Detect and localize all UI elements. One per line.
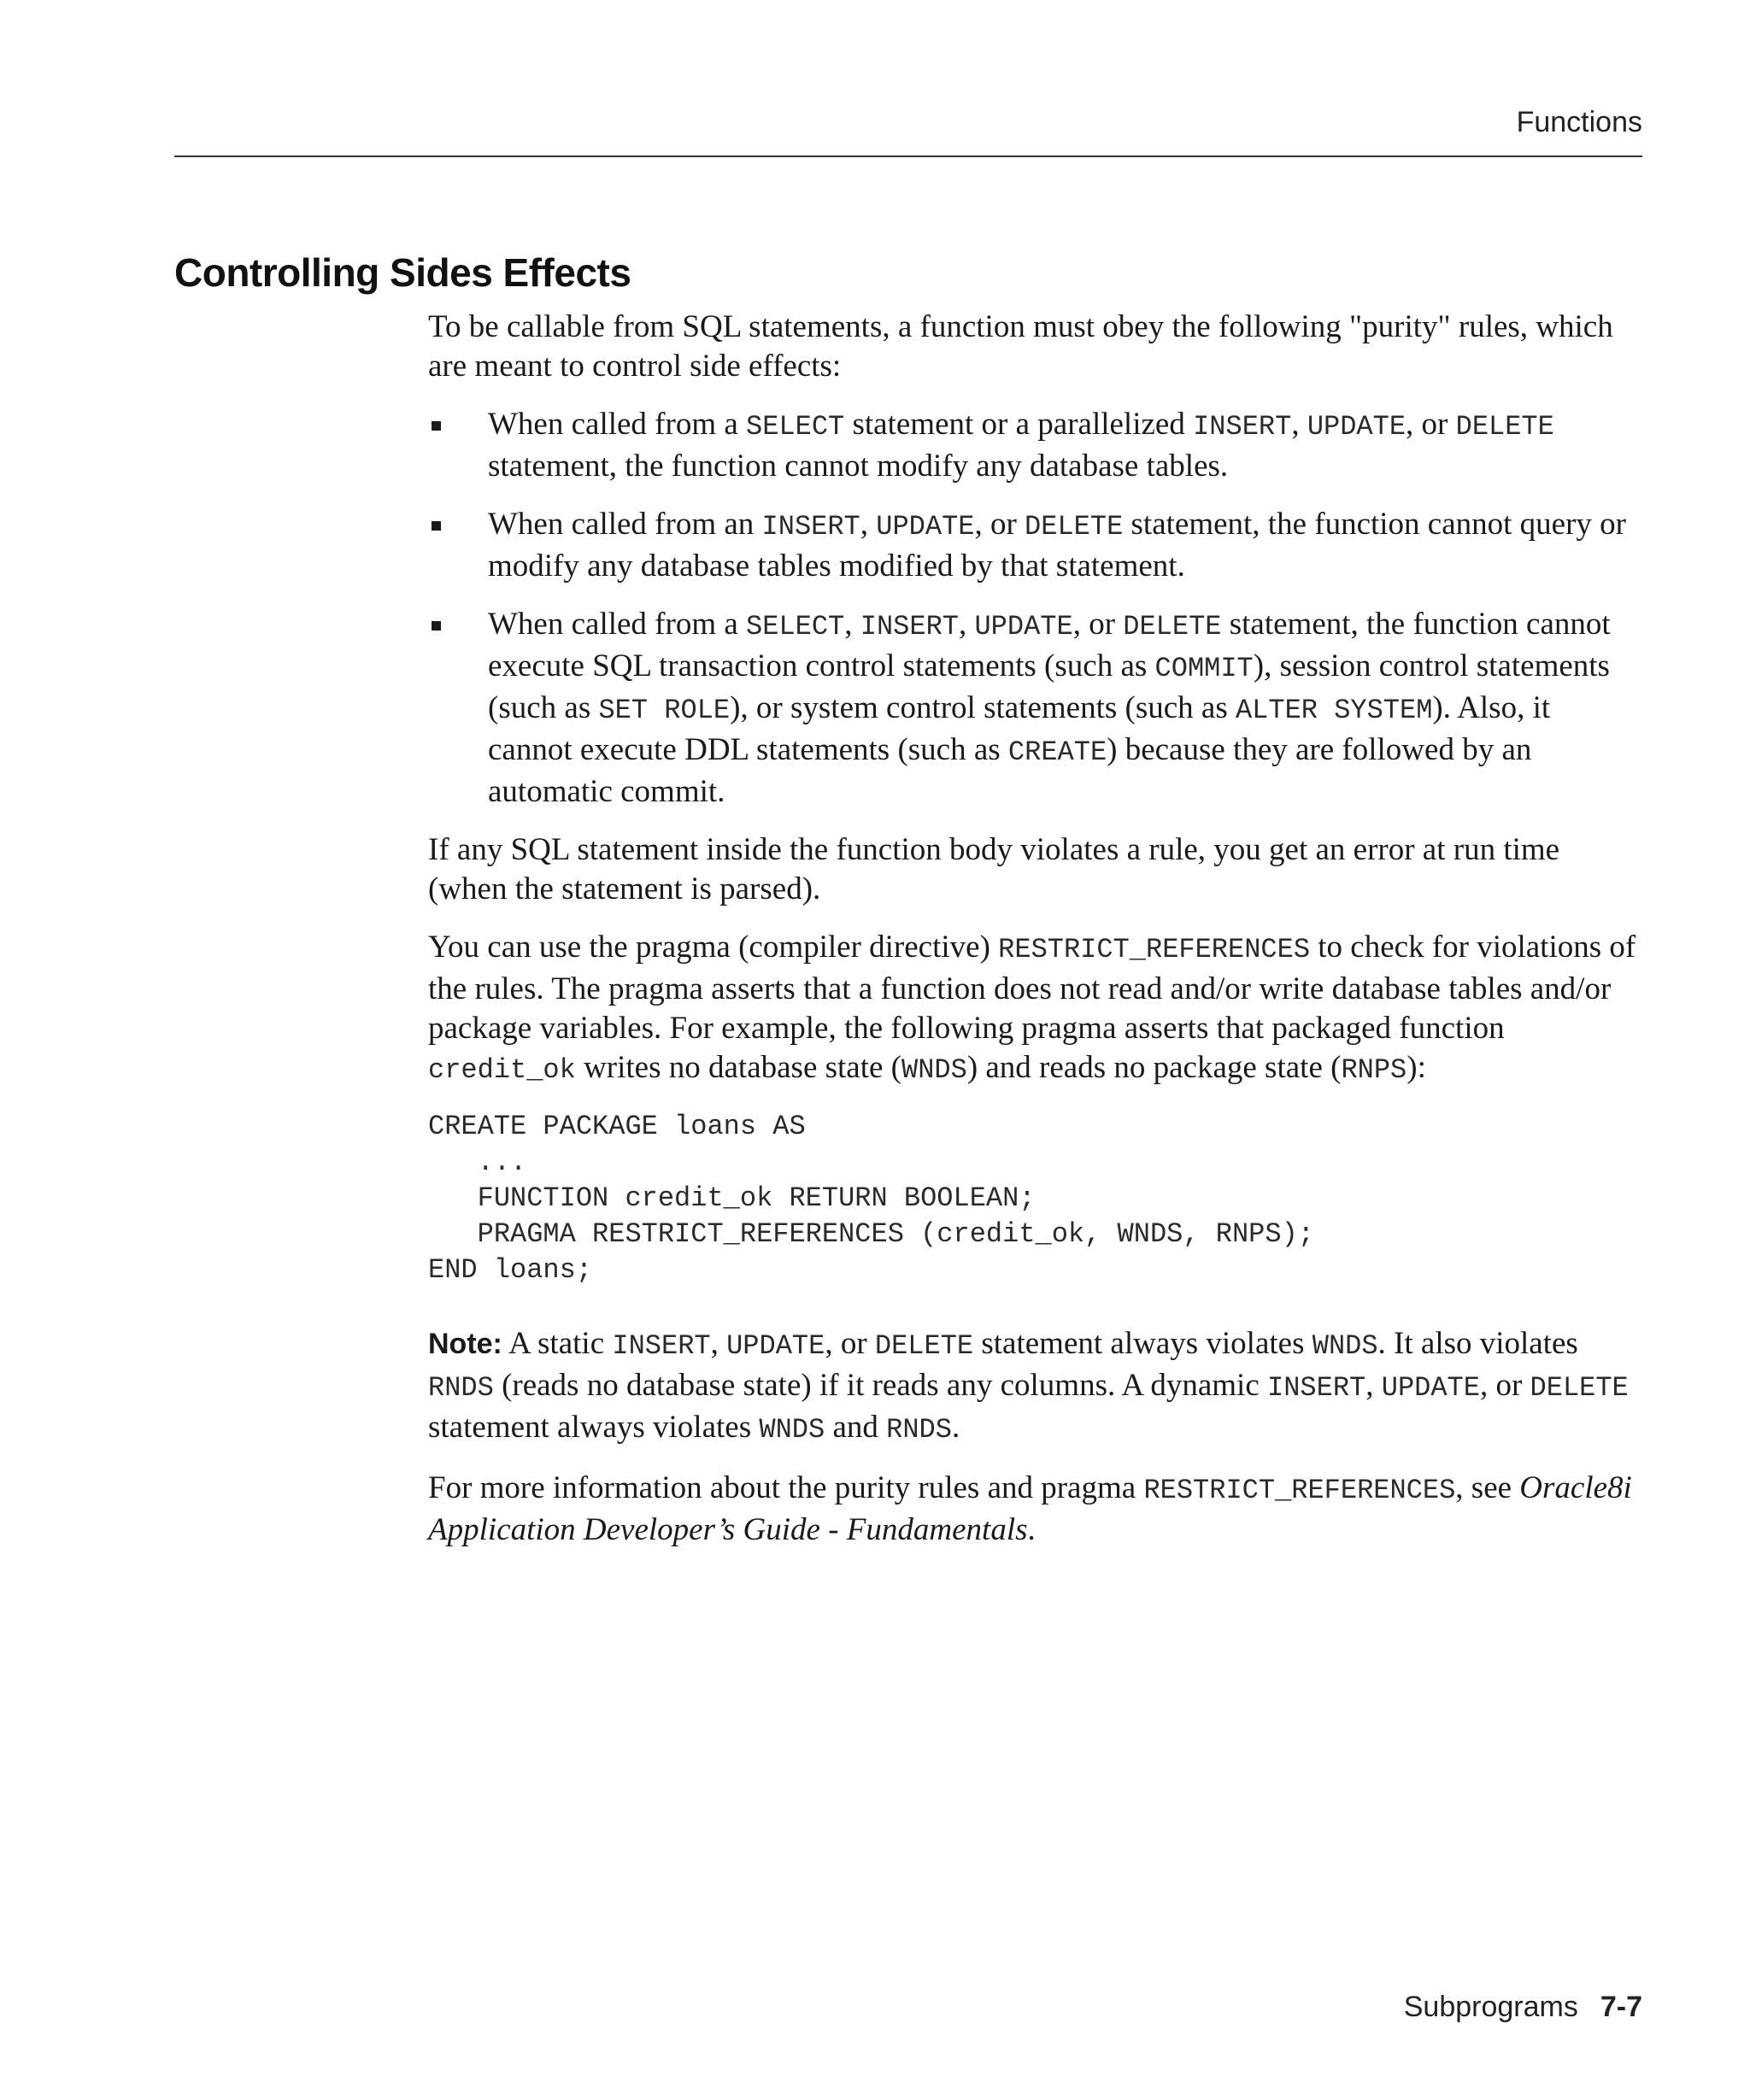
text-run: ,	[844, 607, 860, 642]
code-term: RNDS	[428, 1372, 494, 1404]
text-run: to check for violations of the rules. The pragma asserts that a function does not read and/or write database tables and/or package variables. For example, the following pragma asserts that packaged function	[428, 930, 1636, 1046]
text-run: statement, the function cannot execute SQL transaction control statements (such as	[488, 607, 1611, 683]
text-run: , or	[825, 1326, 875, 1361]
code-term: ALTER SYSTEM	[1235, 695, 1433, 726]
section-title: Controlling Sides Effects	[174, 250, 631, 295]
text-run: , or	[1479, 1368, 1530, 1403]
list-item	[428, 605, 1642, 812]
code-term: COMMIT	[1154, 653, 1254, 684]
list-item-text	[488, 507, 1626, 584]
header-title: Functions	[1516, 106, 1642, 138]
code-term: UPDATE	[726, 1330, 825, 1362]
code-term: CREATE	[1007, 736, 1107, 768]
text-run: .	[1027, 1512, 1036, 1547]
text-run: ,	[1365, 1368, 1382, 1403]
text-run: ) because they are followed by an automatic commit.	[488, 732, 1532, 809]
bullet-icon	[432, 621, 441, 631]
text-run: For more information about the purity rules and pragma	[428, 1470, 1144, 1505]
text-run: statement, the function cannot modify any database tables.	[488, 449, 1229, 484]
page-footer	[1404, 1991, 1642, 2024]
text-run: . It also violates	[1377, 1326, 1578, 1361]
code-term: credit_ok	[428, 1054, 576, 1086]
code-term: UPDATE	[876, 511, 975, 543]
text-run: and	[825, 1410, 887, 1445]
header-rule	[174, 155, 1642, 157]
code-example: CREATE PACKAGE loans AS ... FUNCTION credit_ok RETURN BOOLEAN; PRAGMA RESTRICT_REFERENCES (credit_ok, WNDS, RNPS); END loans;	[428, 1111, 1314, 1286]
book-title: Oracle8i Application Developer’s Guide - Fundamentals	[428, 1470, 1632, 1547]
text-run: statement always violates	[428, 1410, 760, 1445]
text-run: ,	[710, 1326, 727, 1361]
code-term: INSERT	[761, 511, 860, 543]
bullet-icon	[432, 521, 441, 531]
bullet-icon	[432, 421, 441, 431]
text-run: statement or a parallelized	[844, 407, 1194, 442]
note-paragraph	[428, 1324, 1642, 1450]
text-run: ), session control statements (such as	[488, 648, 1610, 725]
code-term: DELETE	[1530, 1372, 1629, 1404]
code-term: DELETE	[1025, 511, 1124, 543]
code-term: SET ROLE	[598, 695, 731, 726]
text-run: When called from a	[488, 607, 747, 642]
text-run: When called from a	[488, 407, 747, 442]
footer-label: Subprograms	[1403, 1991, 1578, 2023]
text-run: When called from an	[488, 507, 762, 542]
code-term: DELETE	[874, 1330, 974, 1362]
text-run: ,	[1291, 407, 1307, 442]
note-label: Note:	[428, 1328, 502, 1360]
code-term: UPDATE	[1381, 1372, 1480, 1404]
text-run: writes no database state (	[575, 1050, 901, 1085]
intro-paragraph: To be callable from SQL statements, a function must obey the following "purity" rules, which are meant to control side effects:	[428, 309, 1613, 384]
body-column	[428, 308, 1642, 1569]
text-run: You can use the pragma (compiler directive)	[428, 930, 999, 965]
code-term: INSERT	[1193, 411, 1292, 443]
text-run: ):	[1406, 1050, 1426, 1085]
purity-rules-list	[428, 405, 1642, 812]
code-term: SELECT	[746, 411, 845, 443]
more-info-paragraph	[428, 1469, 1642, 1550]
list-item-text	[488, 607, 1611, 809]
code-term: WNDS	[759, 1414, 825, 1446]
text-run: , or	[1072, 607, 1124, 642]
code-term: DELETE	[1123, 611, 1222, 642]
text-run: , see	[1455, 1470, 1520, 1505]
text-run: (reads no database state) if it reads any columns. A dynamic	[493, 1368, 1268, 1403]
list-item-text	[488, 407, 1554, 484]
code-term: INSERT	[1267, 1372, 1366, 1404]
code-term: RESTRICT_REFERENCES	[998, 934, 1311, 965]
code-term: RNPS	[1341, 1054, 1407, 1086]
code-term: SELECT	[746, 611, 845, 642]
text-run: ). Also, it cannot execute DDL statements (such as	[488, 690, 1551, 767]
text-run: ), or system control statements (such as	[730, 690, 1236, 725]
code-term: WNDS	[901, 1054, 967, 1086]
runtime-error-paragraph: If any SQL statement inside the function body violates a rule, you get an error at run time (when the statement is parsed).	[428, 832, 1560, 906]
code-term: UPDATE	[974, 611, 1073, 642]
text-run: statement always violates	[973, 1326, 1312, 1361]
code-term: RESTRICT_REFERENCES	[1143, 1475, 1456, 1506]
code-term: INSERT	[860, 611, 959, 642]
note-body	[428, 1326, 1629, 1445]
text-run: ,	[958, 607, 975, 642]
code-term: RNDS	[886, 1414, 952, 1446]
text-run: A static	[502, 1326, 613, 1361]
text-run: ,	[860, 507, 877, 542]
text-run: statement, the function cannot query or modify any database tables modified by that statement.	[488, 507, 1626, 584]
text-run: , or	[974, 507, 1025, 542]
text-run: ) and reads no package state (	[966, 1050, 1342, 1085]
code-term: UPDATE	[1307, 411, 1406, 443]
code-term: DELETE	[1455, 411, 1554, 443]
page-number: 7-7	[1600, 1991, 1642, 2023]
list-item	[428, 405, 1642, 486]
text-run: , or	[1406, 407, 1456, 442]
code-term: INSERT	[612, 1330, 711, 1362]
code-term: WNDS	[1312, 1330, 1378, 1362]
list-item	[428, 505, 1642, 586]
text-run: .	[951, 1410, 960, 1445]
pragma-paragraph	[428, 928, 1642, 1090]
